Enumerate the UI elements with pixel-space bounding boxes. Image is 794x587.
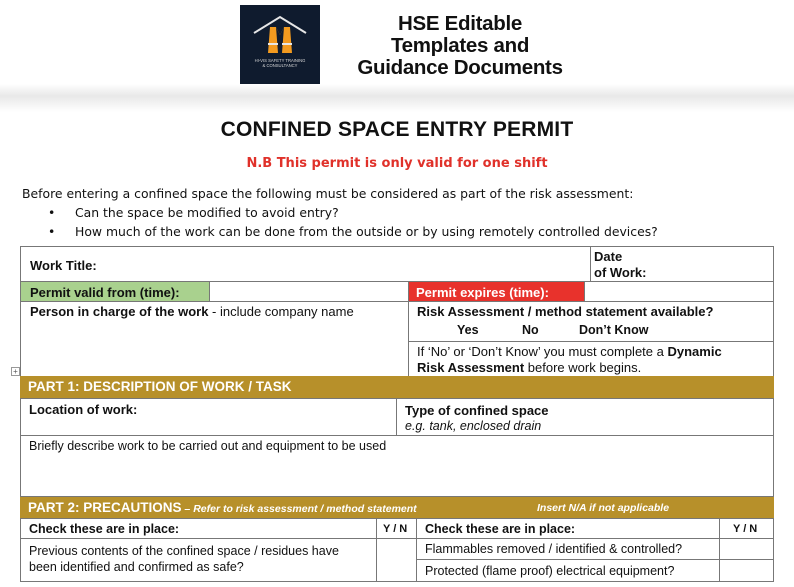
type-label: Type of confined space — [405, 403, 549, 418]
list-item-text: Can the space be modified to avoid entry? — [75, 205, 339, 220]
permit-valid-from-label — [20, 281, 210, 302]
check-header-right — [416, 518, 720, 539]
date-label-line2: of Work: — [594, 265, 647, 280]
permit-expires-label — [408, 281, 585, 302]
person-in-charge-field[interactable] — [20, 301, 409, 377]
brand-line-3: Guidance Documents — [357, 56, 563, 79]
check-left-1-line2: been identified and confirmed as safe? — [29, 560, 244, 574]
divider — [409, 341, 773, 342]
dynamic-ra-text-2b: before work begins. — [524, 360, 642, 375]
dynamic-ra-text-1a: If ‘No’ or ‘Don’t Know’ you must complete a — [417, 344, 668, 359]
part2-na-note: Insert N/A if not applicable — [537, 502, 670, 514]
person-in-charge-rest: - include company name — [208, 304, 354, 319]
dynamic-ra-text-2a: Risk Assessment — [417, 360, 525, 375]
brand-heading — [338, 13, 582, 79]
check-right-1-yn-input[interactable] — [719, 538, 774, 560]
part2-title-wrap — [28, 499, 417, 517]
brand-line-2: Templates and — [390, 34, 530, 57]
check-right-1-text: Flammables removed / identified & controlled? — [425, 542, 683, 556]
date-label-line1: Date — [594, 249, 623, 264]
company-logo — [240, 5, 320, 84]
bullet-icon: • — [48, 205, 56, 220]
table-move-handle-icon[interactable]: + — [11, 367, 20, 376]
confined-space-type-field[interactable] — [396, 398, 774, 436]
check-left-1-yn-input[interactable] — [376, 538, 417, 582]
list-item — [48, 205, 658, 224]
permit-valid-from-text: Permit valid from (time): — [30, 285, 180, 300]
check-right-2-yn-input[interactable] — [719, 559, 774, 582]
dynamic-ra-line1 — [417, 344, 722, 359]
consideration-list — [48, 205, 658, 243]
bullet-icon: • — [48, 224, 56, 239]
person-in-charge-label — [30, 304, 354, 319]
logo-text-line1: HI-VIS SAFETY TRAINING — [254, 58, 306, 63]
header-banner — [0, 0, 794, 112]
work-description-field[interactable] — [20, 435, 774, 497]
check-item-left-1 — [20, 538, 377, 582]
location-of-work-field[interactable] — [20, 398, 397, 436]
dynamic-ra-line2 — [417, 360, 641, 375]
logo-text-line2: & CONSULTANCY — [262, 63, 298, 68]
check-item-right-2 — [416, 559, 720, 582]
option-yes[interactable]: Yes — [457, 323, 479, 337]
describe-label: Briefly describe work to be carried out and equipment to be used — [29, 439, 387, 453]
list-item-text: How much of the work can be done from the outside or by using remotely controlled devices? — [75, 224, 658, 239]
person-in-charge-bold: Person in charge of the work — [30, 304, 209, 319]
check-right-2-text: Protected (flame proof) electrical equipment? — [425, 564, 675, 578]
permit-expires-input[interactable] — [584, 281, 774, 302]
yn-header-left — [376, 518, 417, 539]
risk-assessment-question: Risk Assessment / method statement available? — [417, 304, 714, 319]
work-title-field[interactable] — [20, 246, 591, 282]
intro-text: Before entering a confined space the following must be considered as part of the risk assessment: — [22, 186, 634, 201]
risk-assessment-section — [408, 301, 774, 377]
yn-right-label: Y / N — [733, 523, 758, 535]
part1-title: PART 1: DESCRIPTION OF WORK / TASK — [28, 379, 292, 394]
check-header-left-label: Check these are in place: — [29, 522, 180, 536]
part2-header — [20, 497, 774, 518]
option-dont-know[interactable]: Don’t Know — [579, 323, 649, 337]
safety-vest-icon — [240, 5, 320, 84]
part2-title: PART 2: PRECAUTIONS — [28, 500, 182, 515]
yn-left-label: Y / N — [383, 523, 408, 535]
part2-subtitle: – Refer to risk assessment / method statement — [181, 503, 417, 515]
permit-expires-text: Permit expires (time): — [416, 285, 549, 300]
permit-form — [20, 246, 774, 587]
check-header-right-label: Check these are in place: — [425, 522, 576, 536]
list-item — [48, 224, 658, 243]
option-no[interactable]: No — [522, 323, 539, 337]
dynamic-ra-text-1b: Dynamic — [667, 344, 722, 359]
part1-header — [20, 376, 774, 398]
location-label: Location of work: — [29, 402, 138, 417]
brand-line-1: HSE Editable — [398, 12, 522, 35]
type-example: e.g. tank, enclosed drain — [405, 419, 542, 433]
validity-note: N.B This permit is only valid for one shift — [246, 156, 548, 171]
yn-header-right — [719, 518, 774, 539]
check-left-1-line1: Previous contents of the confined space / residues have — [29, 544, 339, 558]
check-header-left — [20, 518, 377, 539]
check-item-right-1 — [416, 538, 720, 560]
permit-valid-from-input[interactable] — [209, 281, 409, 302]
work-title-label: Work Title: — [30, 258, 97, 273]
page-title: CONFINED SPACE ENTRY PERMIT — [220, 118, 574, 141]
date-of-work-field[interactable] — [590, 246, 774, 282]
